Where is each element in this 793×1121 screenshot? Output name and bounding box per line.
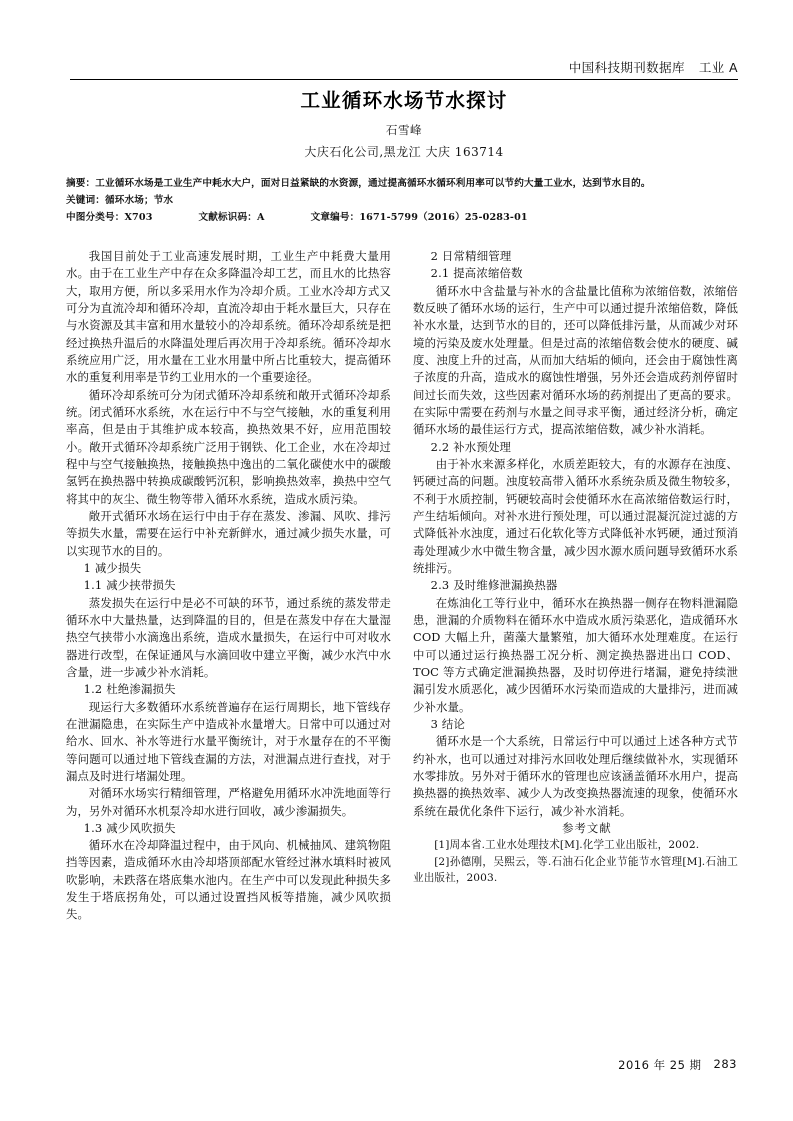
reference-item: [1]周本省.工业水处理技术[M].化学工业出版社，2002. xyxy=(434,839,700,852)
body-columns xyxy=(66,248,738,924)
article-id: 文章编号：1671-5799（2016）25-0283-01 xyxy=(310,212,528,224)
paragraph: 我国目前处于工业高速发展时期，工业生产中耗费大量用水。由于在工业生产中存在众多降温冷却工艺，而且水的比热容大，取用方便，所以多采用水作为冷却介质。工业水冷却方式又可分为直流冷却和循环冷却，直流冷却由于耗水量巨大，只存在与水资源及其丰富和用水量较小的冷却系统。循环冷却系统是把经过换热升温后的水降温处理后再次用于冷却系统。循环冷却水系统应用广泛，用水量在工业水用量中所占比重较大，提高循环水的重复利用率是节约工业用水的一个重要途径。 xyxy=(66,249,391,385)
reference-item: [2]孙德刚，吴熙云，等.石油石化企业节能节水管理[M].石油工业出版社，2003. xyxy=(413,855,738,885)
running-head-category: 工业 A xyxy=(698,60,738,75)
right-column xyxy=(413,248,738,924)
paragraph: 现运行大多数循环水系统普遍存在运行周期长，地下管线存在泄漏隐患，在实际生产中造成补水量增大。日常中可以通过对给水、回水、补水等进行水量平衡统计，对于水量存在的不平衡等问题可以通过地下管线查漏的方法，对泄漏点进行查找，对于漏点及时进行堵漏处理。 xyxy=(66,699,391,783)
article-metadata xyxy=(66,176,738,226)
author-affiliation: 大庆石化公司,黑龙江 大庆 163714 xyxy=(304,145,504,160)
paragraph: 循环水在冷却降温过程中，由于风向、机械抽风、建筑物阻挡等因素，造成循环水由冷却塔顶部配水管经过淋水填料时被风吹影响，未跌落在塔底集水池内。在生产中可以发现此种损失多发生于塔底拐角处，可以通过设置挡风板等措施，减少风吹损失。 xyxy=(66,838,391,922)
paragraph: 蒸发损失在运行中是必不可缺的环节，通过系统的蒸发带走循环水中大量热量，达到降温的目的，但是在蒸发中存在大量湿热空气挟带小水滴逸出系统，造成水量损失，在运行中可对收水器进行改型，在保证通风与水滴回收中建立平衡，减少水汽中水含量，进一步减少补水消耗。 xyxy=(66,595,391,679)
references-heading: 参考文献 xyxy=(562,820,612,835)
paragraph: 对循环水场实行精细管理，严格避免用循环水冲洗地面等行为，另外对循环水机泵冷却水进行回收，减少渗漏损失。 xyxy=(66,786,391,818)
running-head xyxy=(70,48,738,80)
paragraph: 循环水中含盐量与补水的含盐量比值称为浓缩倍数，浓缩倍数反映了循环水场的运行，生产中可以通过提升浓缩倍数，降低补水水量，达到节水的目的，还可以降低排污量，从而减少对环境的污染及废水处理量。但是过高的浓缩倍数会使水的硬度、碱度、浊度上升的过高，从而加大结垢的倾向，还会由于腐蚀性离子浓度的升高，造成水的腐蚀性增强，另外还会造成药剂停留时间过长而失效，这些因素对循环水场的药剂提出了更高的要求。在实际中需要在药剂与水量之间寻求平衡，通过经济分析，确定循环水场的最佳运行方式，提高浓缩倍数，减少补水消耗。 xyxy=(413,283,738,437)
document-code: 文献标识码：A xyxy=(198,212,265,224)
title-block xyxy=(70,88,738,160)
section-heading-1-1: 1.1 减少挟带损失 xyxy=(83,578,176,593)
section-heading-2-2: 2.2 补水预处理 xyxy=(430,439,512,454)
keywords-text: 关键词：循环水场；节水 xyxy=(66,194,174,206)
section-heading-3: 3 结论 xyxy=(430,716,466,731)
page-title: 工业循环水场节水探讨 xyxy=(300,89,508,112)
classification-codes xyxy=(66,210,738,226)
paragraph: 由于补水来源多样化，水质差距较大，有的水源存在浊度、钙硬过高的问题。浊度较高带入循环水系统杂质及微生物较多，不利于水质控制，钙硬较高时会使循环水在高浓缩倍数运行时，产生结垢倾向。对补水进行预处理，可以通过混凝沉淀过滤的方式降低补水浊度，通过石化软化等方式降低补水钙硬，通过预消毒处理减少水中微生物含量，减少因水源水质问题导致循环水系统排污。 xyxy=(413,456,738,575)
footer-issue: 2016 年 25 期 xyxy=(618,1058,702,1072)
paragraph: 在炼油化工等行业中，循环水在换热器一侧存在物料泄漏隐患，泄漏的介质物料在循环水中造成水质污染恶化，造成循环水 COD 大幅上升，菌藻大量繁殖，加大循环水处理难度。在运行中可以通过运行换热器工况分析、测定换热器进出口 COD、TOC 等方式确定泄漏换热器，及时切停进行堵漏，避免持续泄漏引发水质恶化，减少因循环水污染而造成的大量排污，进而减少补水量。 xyxy=(413,595,738,714)
clc-number: 中图分类号：X703 xyxy=(66,212,153,224)
left-column xyxy=(66,248,391,924)
page-footer xyxy=(618,1057,737,1073)
paragraph: 敞开式循环水场在运行中由于存在蒸发、渗漏、风吹、排污等损失水量，需要在运行中补充新鲜水，通过减少损失水量，可以实现节水的目的。 xyxy=(66,508,391,558)
section-heading-1: 1 减少损失 xyxy=(83,560,142,575)
running-head-database: 中国科技期刊数据库 xyxy=(568,60,685,75)
section-heading-2-1: 2.1 提高浓缩倍数 xyxy=(430,266,523,281)
abstract-text: 摘要：工业循环水场是工业生产中耗水大户，面对日益紧缺的水资源，通过提高循环水循环利用率可以节约大量工业水，达到节水目的。 xyxy=(66,178,651,189)
section-heading-1-2: 1.2 杜绝渗漏损失 xyxy=(83,682,176,697)
footer-page-number: 283 xyxy=(713,1057,737,1071)
paragraph: 循环水是一个大系统，日常运行中可以通过上述各种方式节约补水，也可以通过对排污水回收处理后继续做补水，实现循环水零排放。另外对于循环水的管理也应该涵盖循环水用户，提高换热器的换热效率、减少人为改变换热器流速的现象，使循环水系统在最优化条件下运行，减少补水消耗。 xyxy=(413,734,738,818)
paragraph: 循环冷却系统可分为闭式循环冷却系统和敞开式循环冷却系统。闭式循环水系统，水在运行中不与空气接触，水的重复利用率高，但是由于其维护成本较高，换热效果不好，应用范围较小。敞开式循环冷却系统广泛用于钢铁、化工企业，水在冷却过程中与空气接触换热，接触换热中逸出的二氧化碳使水中的碳酸氢钙在换热器中转换成碳酸钙沉积，影响换热效率，换热中空气将其中的灰尘、微生物等带入循环水系统，造成水质污染。 xyxy=(66,387,391,506)
section-heading-1-3: 1.3 减少风吹损失 xyxy=(83,820,176,835)
section-heading-2: 2 日常精细管理 xyxy=(430,249,512,263)
author-name: 石雪峰 xyxy=(385,123,423,138)
section-heading-2-3: 2.3 及时维修泄漏换热器 xyxy=(430,578,558,593)
